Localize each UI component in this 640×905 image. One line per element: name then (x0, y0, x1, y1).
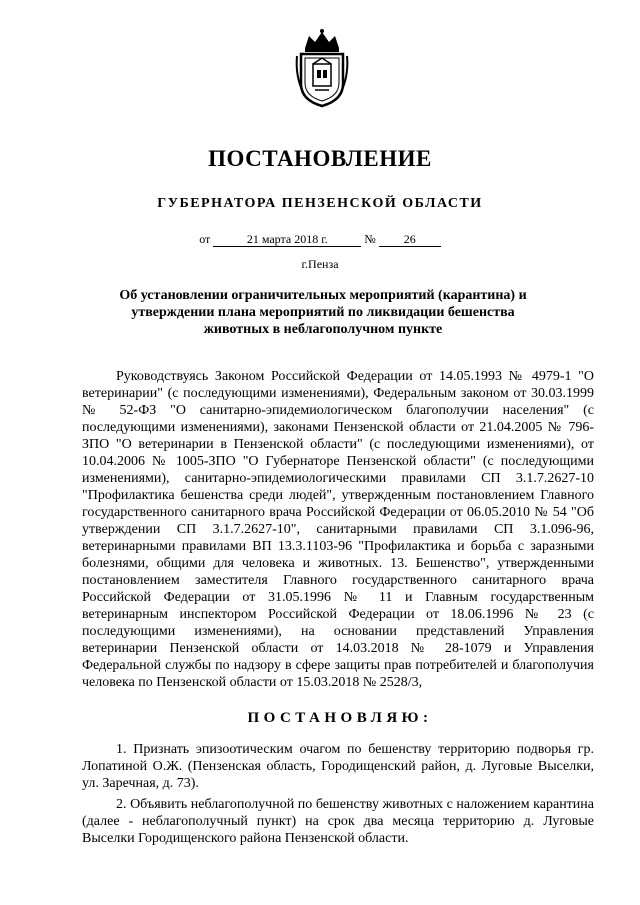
document-date: 21 марта 2018 г. (213, 233, 361, 247)
page-title: ПОСТАНОВЛЕНИЕ (208, 146, 432, 171)
number-sign: № (364, 232, 376, 246)
date-number-line (0, 232, 640, 247)
decision-item-2: 2. Объявить неблагополучной по бешенству животных с наложением карантина (далее - неблагополучный пункт) на срок два месяца территорию д. Луговые Выселки Городищенского района Пензенской области. (82, 797, 594, 846)
coat-of-arms-penza-icon (295, 28, 349, 108)
document-heading: Об установлении ограничительных мероприятий (карантина) и утверждении плана мероприятий по ликвидации бешенства животных в неблагополучном пункте (119, 288, 527, 337)
issuer-subtitle: ГУБЕРНАТОРА ПЕНЗЕНСКОЙ ОБЛАСТИ (157, 196, 483, 211)
decree-word: ПОСТАНОВЛЯЮ: (247, 710, 433, 726)
decision-item-1: 1. Признать эпизоотическим очагом по бешенству территорию подворья гр. Лопатиной О.Ж. (Пензенская область, Городищенский район, д. Луговые Выселки, ул. Заречная, д. 73). (82, 742, 594, 791)
date-prefix: от (199, 232, 211, 246)
preamble-paragraph: Руководствуясь Законом Российской Федерации от 14.05.1993 № 4979-1 "О ветеринарии" (с последующими изменениями), Федеральным законом от 30.03.1999 № 52-ФЗ "О санитарно-эпидемиологическом благополучии населения" (с последующими изменениями), законами Пензенской области от 21.04.2005 № 796-ЗПО "О ветеринарии в Пензенской области" (с последующими изменениями), от 10.04.2006 № 1005-ЗПО "О Губернаторе Пензенской области" (с последующими изменениями), санитарно-эпидемиологическими правилами СП 3.1.7.2627-10 "Профилактика бешенства среди людей", утвержденным постановлением Главного государственного санитарного врача Российской Федерации от 06.05.2010 № 54 "Об утверждении СП 3.1.7.2627-10", санитарными правилами СП 3.1.096-96, ветеринарными правилами ВП 13.3.1103-96 "Профилактика и борьба с заразными болезнями, общими для человека и животных. 13. Бешенство", утвержденными постановлением заместителя Главного государственного санитарного врача Российской Федерации от 31.05.1996 № 11 и Главным государственным ветеринарным инспектором Российской Федерации от 18.06.1996 № 23 (с последующими изменениями), на основании представлений Управления ветеринарии Пензенской области от 14.03.2018 № 28-1079 и Управления Федеральной службы по надзору в сфере защиты прав потребителей и благополучия человека по Пензенской области от 15.03.2018 № 2528/3, (82, 369, 594, 690)
document-number: 26 (379, 233, 441, 247)
city: г.Пенза (301, 257, 339, 271)
